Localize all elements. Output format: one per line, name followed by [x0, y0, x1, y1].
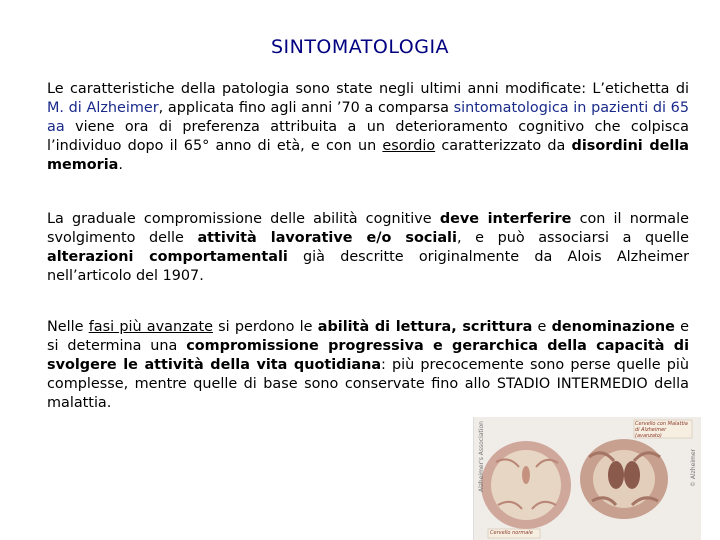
p2-text: , e può associarsi a quelle [456, 230, 689, 246]
p2-deve-interferire: deve interferire [439, 211, 572, 227]
brain-comparison-figure [473, 417, 701, 540]
p1-text: viene ora di preferenza attribuita a un deterioramento cognitivo che colpisca l’individuo dopo il 65° anno di età, e con un [47, 119, 689, 154]
label-alzheimer: Cervello con Malattia di Alzheimer (avanzato) [635, 421, 688, 439]
p2-text: già descritte originalmente da Alois Alzheimer nell’articolo del 1907. [47, 249, 689, 284]
paragraph-impairment [47, 210, 689, 286]
p3-text: : più precocemente sono perse quelle più complesse, mentre quelle di base sono conservate fino allo STADIO INTERMEDIO della malattia. [47, 357, 689, 411]
side-credit-left: Alzheimer's Association [478, 421, 485, 492]
p1-onset-age: sintomatologica in pazienti di 65 aa [47, 100, 689, 135]
page-title: SINTOMATOLOGIA [270, 36, 450, 58]
p1-text: caratterizzato da [435, 138, 572, 154]
side-credit-right: © Alzheimer [690, 449, 697, 487]
normal-brain-ventricle [522, 466, 530, 484]
p2-text: con il normale svolgimento delle [47, 211, 689, 246]
p3-fasi-avanzate: fasi più avanzate [88, 319, 213, 335]
p2-alterazioni: alterazioni comportamentali [47, 249, 288, 265]
p1-text: . [118, 157, 123, 173]
alzheimer-ventricle-right [624, 461, 640, 489]
p1-memory-disorders: disordini della memoria [47, 138, 689, 173]
p3-text: e si determina una [47, 319, 689, 354]
p1-text: Le caratteristiche della patologia sono state negli ultimi anni modificate: L’etichetta di [47, 81, 689, 97]
p2-attivita: attività lavorative e/o sociali [197, 230, 457, 246]
alzheimer-ventricle-left [608, 461, 624, 489]
paragraph-onset [47, 80, 689, 175]
p3-text: e [532, 319, 552, 335]
p3-abilita: abilità di lettura, scrittura [317, 319, 533, 335]
label-normal: Cervello normale [490, 530, 533, 536]
p3-compromissione: compromissione progressiva e gerarchica della capacità di svolgere le attività della vita quotidiana [47, 338, 690, 373]
paragraph-advanced-stages [47, 318, 689, 413]
p1-text: , applicata fino agli anni ’70 a comparsa [158, 100, 454, 116]
p3-text: Nelle [47, 319, 89, 335]
p3-denominazione: denominazione [551, 319, 675, 335]
p2-text: La graduale compromissione delle abilità cognitive [47, 211, 440, 227]
p3-text: si perdono le [212, 319, 318, 335]
p1-alzheimer-term: M. di Alzheimer [47, 100, 159, 116]
p1-esordio: esordio [382, 138, 436, 154]
